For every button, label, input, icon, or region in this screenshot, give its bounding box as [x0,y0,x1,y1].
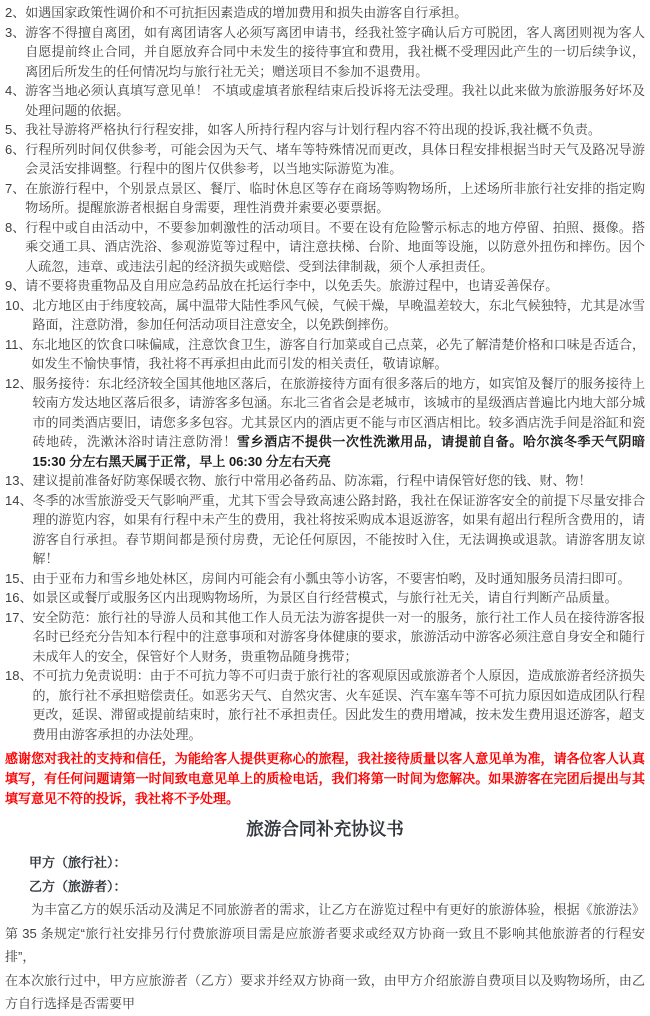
notice-item [5,296,645,335]
notice-item [5,569,645,589]
notice-item-text: 游客不得擅自离团，如有离团请客人必须写离团申请书，经我社签字确认后方可脱团，客人离团则视为客人自愿提前终止合同，并自愿放弃合同中未发生的接待事宜和费用，我社概不受理因此产生的一切后续争议，离团后所发生的任何情况均与旅行社无关；赠送项目不参加不退费用。 [25,24,645,79]
notice-item-text: 请不要将贵重物品及自用应急药品放在托运行李中，以免丢失。旅游过程中，也请妥善保存。 [25,278,559,293]
notice-item-number: 10、 [5,297,33,313]
agreement-paragraph-2: 在本次旅行过中，甲方应旅游者（乙方）要求并经双方协商一致，由甲方介绍旅游自费项目以及购物场所，由乙方自行选择是否需要甲 [5,972,645,1011]
notice-item [5,491,645,569]
notice-item [5,588,645,608]
notice-item [5,179,645,218]
notice-item-number: 12、 [5,375,33,391]
notice-item-text: 在旅游行程中，个别景点景区、餐厅、临时休息区等存在商场等购物场所，上述场所非旅行社安排的指定购物场所。提醒旅游者根据自身需要，理性消费并索要必要票据。 [25,180,645,215]
notice-item-number: 14、 [5,492,33,508]
notice-item [5,335,645,374]
notice-item [5,3,645,23]
notice-item-number: 11、 [5,336,32,352]
notice-item-text: 冬季的冰雪旅游受天气影响严重，尤其下雪会导致高速公路封路，我社在保证游客安全的前提下尽量安排合理的游览内容，如果有行程中未产生的费用，我社将按采购成本退返游客，如果有超出行程所含费用的，请游客自行承担。春节期间都是预付房费，无论任何原因，不能按时入住，无法调换或退款。请游客朋友谅解！ [32,492,645,566]
thanks-note: 感谢您对我社的支持和信任，为能给客人提供更称心的旅程，我社接待质量以客人意见单为准，请各位客人认真填写，有任何问题请第一时间致电意见单上的质检电话，我们将第一时间为您解决。如果游客在完团后提出与其填写意见不符的投诉，我社将不予处理。 [5,751,645,806]
notice-item-text: 由于亚布力和雪乡地处林区，房间内可能会有小瓢虫等小访客，不要害怕哟，及时通知服务员清扫即可。 [32,570,631,586]
notice-item [5,471,645,491]
agreement-paragraph-1: 为丰富乙方的娱乐活动及满足不同旅游者的需求，让乙方在游览过程中有更好的旅游体验，根据《旅游法》第 35 条规定“旅行社安排另行付费旅游项目需是应旅游者要求或经双方协商一致且不影响其他旅游者的行程安排”， [5,902,645,964]
notice-item-number: 4、 [5,83,26,98]
notice-item-text: 安全防范：旅行社的导游人员和其他工作人员无法为游客提供一对一的服务，旅行社工作人员在接待游客报名时已经充分告知本行程中的注意事项和对游客身体健康的要求，旅游活动中游客必须注意自身安全和随行未成年人的安全，保管好个人财务，贵重物品随身携带； [32,609,645,664]
notice-item [5,23,645,82]
notice-item [5,81,645,120]
notice-item-number: 15、 [5,570,33,586]
notice-item-bold-text: 雪乡酒店不提供一次性洗漱用品，请提前自备。哈尔滨冬季天气阴暗 15:30 分左右黑天属于正常，早上 06:30 分左右天亮 [32,434,645,469]
notice-item [5,374,645,472]
notice-item [5,666,645,744]
notice-item-text: 如景区或餐厅或服务区内出现购物场所，为景区自行经营模式，与旅行社无关，请自行判断产品质量。 [32,590,618,605]
notice-item [5,608,645,667]
notice-item-text: 如遇国家政策性调价和不可抗拒因素造成的增加费用和损失由游客自行承担。 [25,5,468,20]
notice-item-number: 5、 [5,122,26,137]
notice-item-number: 17、 [5,609,33,625]
notice-list [5,3,645,744]
notice-item-text: 不可抗力免责说明：由于不可抗力等不可归责于旅行社的客观原因或旅游者个人原因，造成旅游者经济损失的，旅行社不承担赔偿责任。如恶劣天气、自然灾害、火车延误、汽车塞车等不可抗力原因如造成团队行程更改，延误、滞留或提前结束时，旅行社不承担责任。因此发生的费用增减，按未发生费用退还游客，超支费用由游客承担的办法处理。 [32,668,645,742]
notice-item-text: 服务接待：东北经济较全国其他地区落后，在旅游接待方面有很多落后的地方，如宾馆及餐厅的服务接待上较南方发达地区落后很多，请游客多包涵。东北三省省会是老城市，该城市的星级酒店普遍比内地大部分城市的同类酒店要旧，请您多多包容。尤其景区内的酒店更不能与市区酒店相比。较多酒店洗手间是浴缸和瓷砖地砖，洗漱沐浴时请注意防滑！雪乡酒店不提供一次性洗漱用品，请提前自备。哈尔滨冬季天气阴暗 15:30 分左右黑天属于正常，早上 06:30 分左右天亮 [32,375,645,469]
agreement-body [5,851,645,1016]
agreement-title: 旅游合同补充协议书 [246,819,404,839]
notice-item-number: 6、 [5,141,26,157]
notice-item-text: 游客当地必须认真填写意见单！ 不填或虚填者旅程结束后投诉将无法受理。我社以此来做为旅游服务好坏及处理问题的依据。 [25,83,645,118]
notice-item-number: 2、 [5,5,26,20]
notice-item-number: 18、 [5,668,33,683]
notice-item-text: 行程中或自由活动中，不要参加刺激性的活动项目。不要在设有危险警示标志的地方停留、拍照、摄像。搭乘交通工具、酒店洗浴、参观游览等过程中，请注意扶梯、台阶、地面等设施，以防意外扭伤和摔伤。因个人疏忽，违章、或违法引起的经济损失或赔偿、受到法律制裁，须个人承担责任。 [25,219,645,274]
party-a-label: 甲方（旅行社）： [29,855,127,870]
notice-item-number: 13、 [5,473,33,488]
notice-item-number: 8、 [5,219,26,235]
notice-item [5,140,645,179]
notice-item-text: 东北地区的饮食口味偏咸，注意饮食卫生，游客自行加菜或自己点菜，必先了解清楚价格和口味是否适合，如发生不愉快事情，我社将不再承担由此而引发的相关责任，敬请谅解。 [31,336,645,371]
notice-item-text: 我社导游将严格执行行程安排，如客人所持行程内容与计划行程内容不符出现的投诉,我社概不负责。 [25,122,601,137]
notice-item [5,218,645,277]
notice-item-number: 7、 [5,180,26,196]
notice-item-number: 16、 [5,590,33,605]
notice-item-number: 3、 [5,24,26,40]
notice-item-text: 行程所列时间仅供参考，可能会因为天气、堵车等特殊情况而更改，具体日程安排根据当时天气及路况导游会灵活安排调整。行程中的图片仅供参考，以当地实际游览为准。 [25,141,645,176]
party-b-label: 乙方（旅游者）： [29,878,127,894]
notice-item-text: 建议提前准备好防寒保暖衣物、旅行中常用必备药品、防冻霜，行程中请保管好您的钱、财、物！ [32,473,592,488]
notice-item [5,276,645,296]
notice-item-number: 9、 [5,278,26,293]
notice-item-text: 北方地区由于纬度较高，属中温带大陆性季风气候，气候干燥，早晚温差较大，东北气候独特，尤其是冰雪路面，注意防滑，参加任何活动项目注意安全，以免跌倒摔伤。 [32,297,645,332]
notice-item [5,120,645,140]
